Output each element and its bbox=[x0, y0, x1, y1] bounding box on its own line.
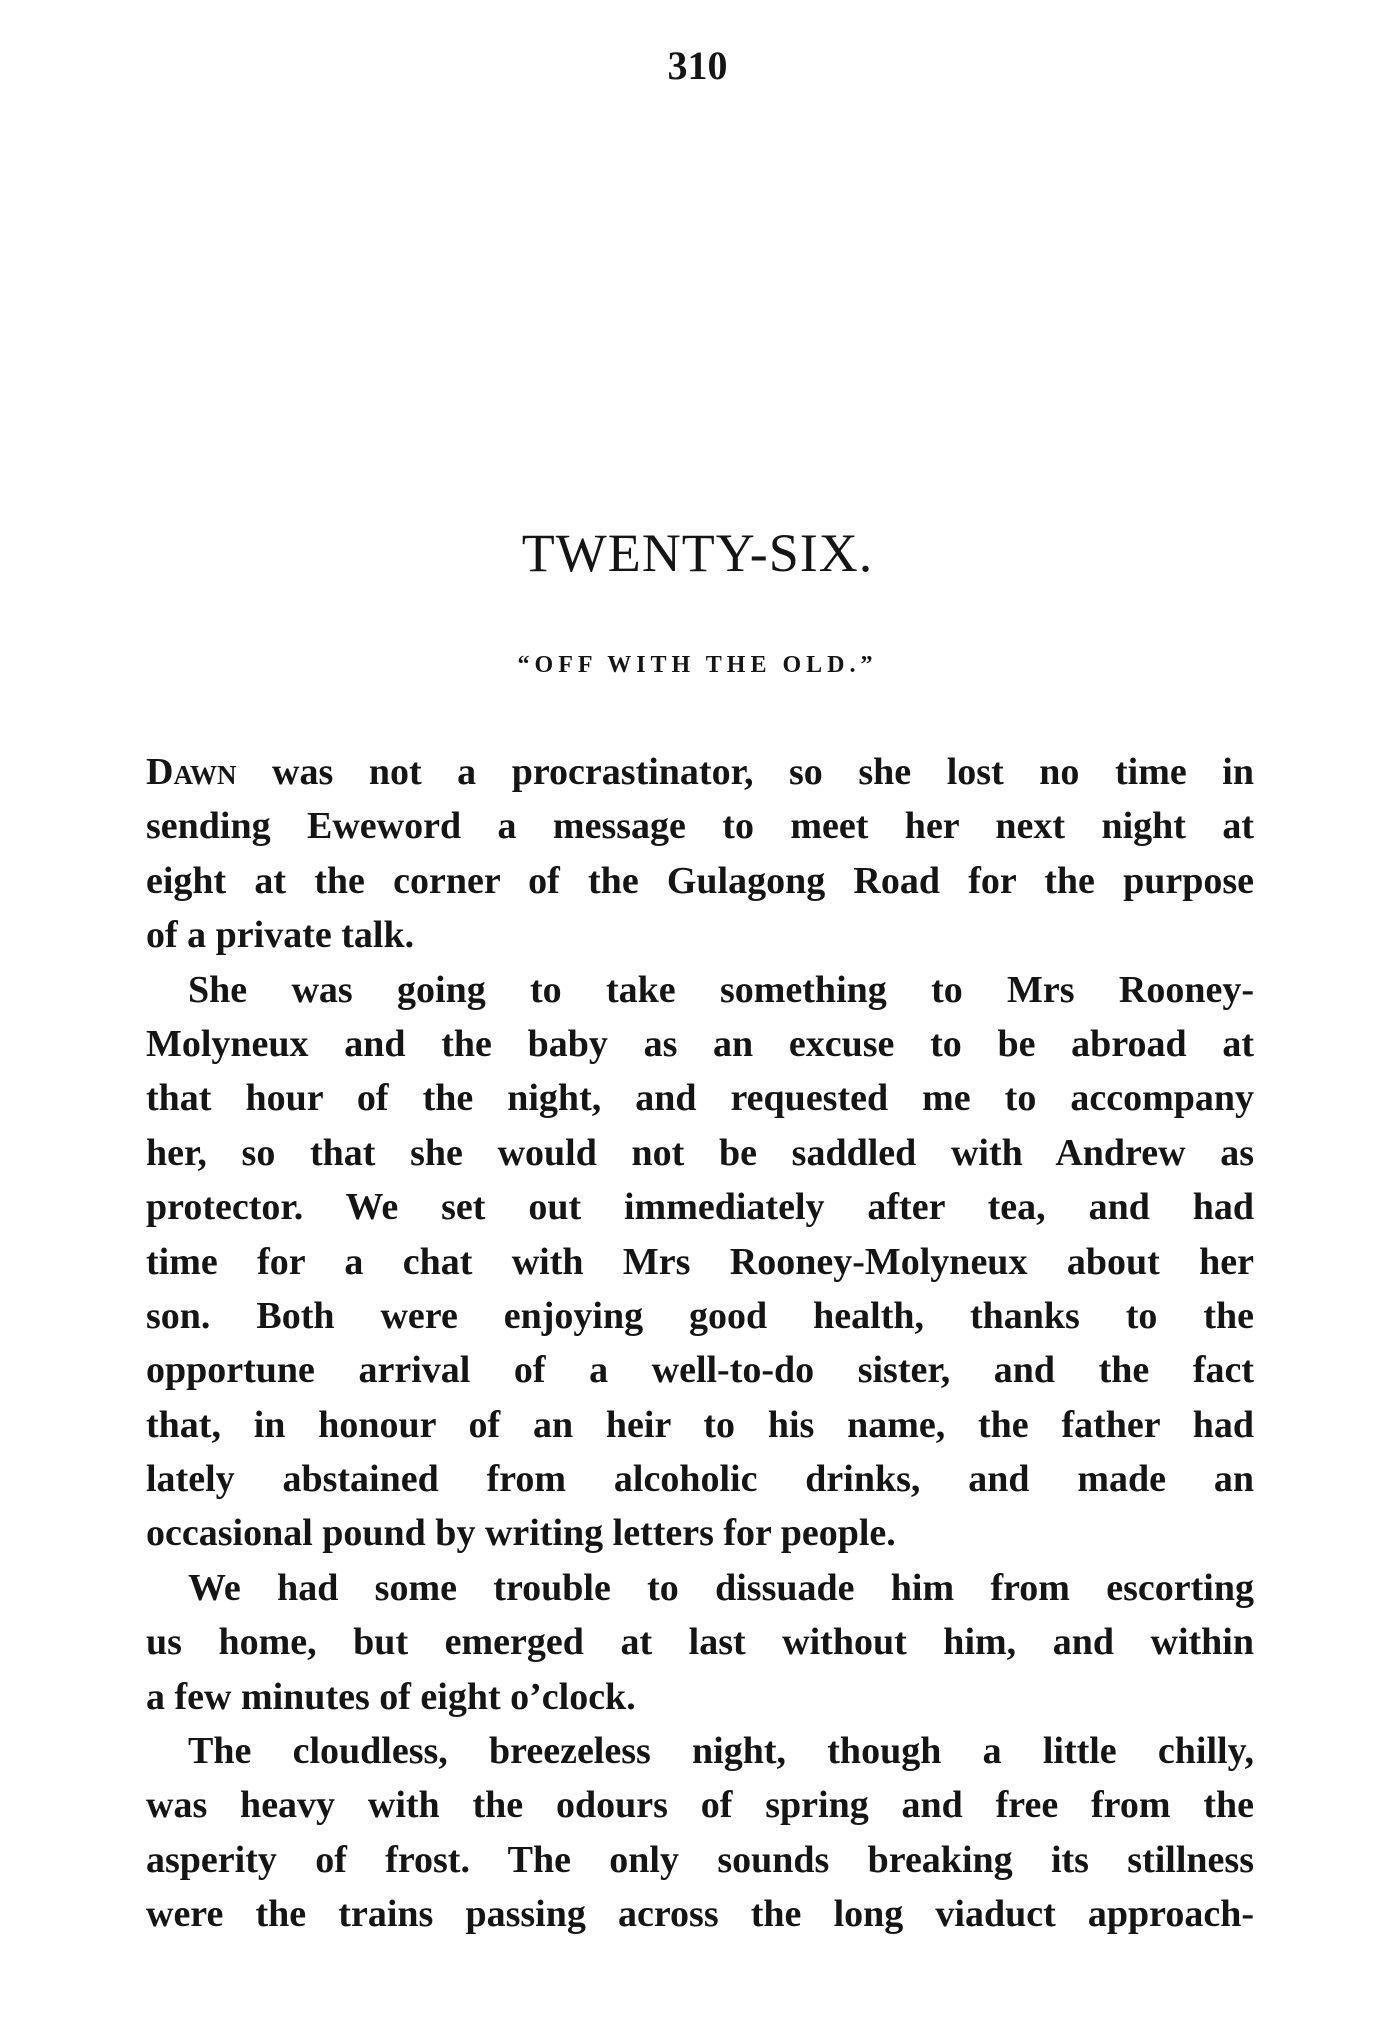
text-line: Molyneux and the baby as an excuse to be abroad at bbox=[146, 1022, 1254, 1065]
text-line: protector. We set out immediately after tea, and had bbox=[146, 1186, 1254, 1229]
chapter-title: TWENTY-SIX. bbox=[521, 523, 874, 583]
text-line: The cloudless, breezeless night, though a little chilly, bbox=[188, 1730, 1254, 1773]
text-line: opportune arrival of a well-to-do sister, and the fact bbox=[146, 1349, 1254, 1392]
text-line: lately abstained from alcoholic drinks, and made an bbox=[146, 1458, 1254, 1501]
text-line: was heavy with the odours of spring and free from the bbox=[146, 1784, 1254, 1827]
text-line: eight at the corner of the Gulagong Road for the purpose bbox=[146, 859, 1254, 902]
text-line: We had some trouble to dissuade him from escorting bbox=[188, 1566, 1254, 1609]
text-line: She was going to take something to Mrs Rooney- bbox=[188, 968, 1254, 1011]
text-line: were the trains passing across the long viaduct approach- bbox=[146, 1893, 1254, 1936]
text-line: a few minutes of eight o’clock. bbox=[146, 1675, 636, 1718]
page-number: 310 bbox=[667, 43, 728, 88]
text-line: Dawn was not a procrastinator, so she lost no time in bbox=[146, 751, 1254, 793]
text-line: son. Both were enjoying good health, thanks to the bbox=[146, 1294, 1254, 1337]
text-line: of a private talk. bbox=[146, 914, 415, 957]
text-line: that hour of the night, and requested me to accompany bbox=[146, 1077, 1254, 1120]
text-line: that, in honour of an heir to his name, the father had bbox=[146, 1403, 1254, 1446]
chapter-subtitle: “OFF WITH THE OLD.” bbox=[517, 652, 878, 678]
text-line: occasional pound by writing letters for people. bbox=[146, 1512, 896, 1555]
text-line: us home, but emerged at last without him, and within bbox=[146, 1621, 1254, 1664]
opening-word: Dawn bbox=[146, 751, 237, 793]
text-line: time for a chat with Mrs Rooney-Molyneux about her bbox=[146, 1240, 1254, 1283]
body-text bbox=[146, 745, 1254, 1942]
text-line: her, so that she would not be saddled with Andrew as bbox=[146, 1131, 1254, 1174]
text-line: sending Eweword a message to meet her next night at bbox=[146, 805, 1254, 848]
text-line: asperity of frost. The only sounds breaking its stillness bbox=[146, 1838, 1254, 1881]
